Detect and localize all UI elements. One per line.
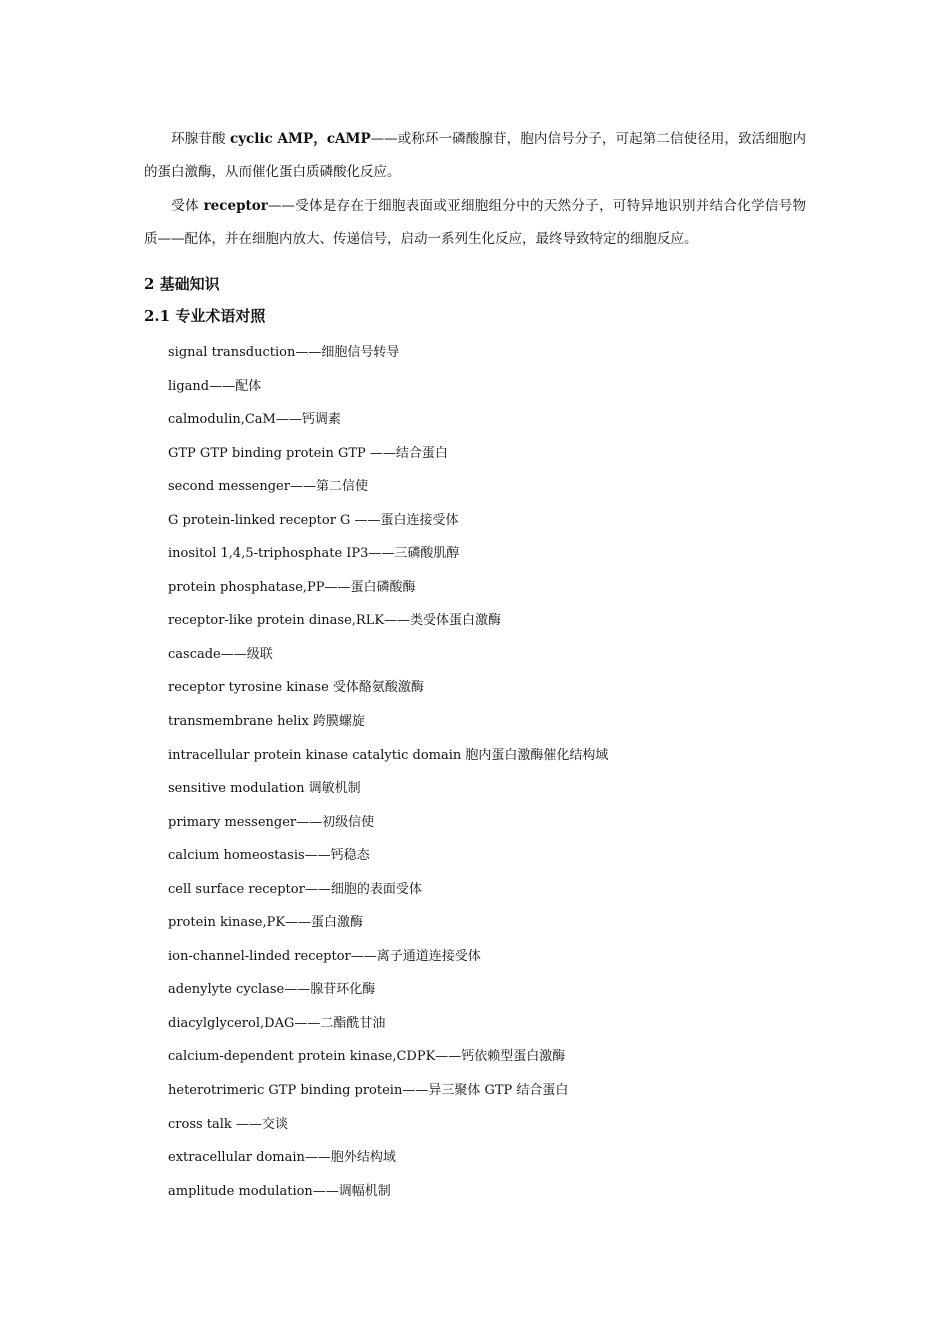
term-item: cross talk ——交谈 (168, 1116, 288, 1132)
term-item: diacylglycerol,DAG——二酯酰甘油 (168, 1015, 386, 1031)
term-list (168, 341, 608, 1213)
term-item: ion-channel-linded receptor——离子通道连接受体 (168, 948, 481, 964)
definition-term-cn: 环腺苷酸 (171, 131, 226, 147)
term-item: calcium-dependent protein kinase,CDPK——钙依赖型蛋白激酶 (168, 1049, 566, 1065)
section-title: 基础知识 (159, 275, 220, 293)
definition-text: ——或称环一磷酸腺苷，胞内信号分子，可起第二信使径用，致活细胞内的蛋白激酶，从而催化蛋白质磷酸化反应。 (144, 131, 806, 180)
definition-receptor (144, 190, 806, 256)
section-heading (144, 274, 220, 294)
term-item: primary messenger——初级信使 (168, 814, 375, 830)
definition-term-en: cyclic AMP，cAMP (229, 131, 371, 147)
term-item: transmembrane helix 跨膜螺旋 (168, 714, 365, 730)
term-item: ligand——配体 (168, 378, 262, 394)
term-item: cell surface receptor——细胞的表面受体 (168, 881, 422, 897)
definition-camp (144, 123, 806, 189)
section-number: 2 (144, 275, 155, 293)
term-item: protein phosphatase,PP——蛋白磷酸酶 (168, 579, 416, 595)
term-item: amplitude modulation——调幅机制 (168, 1183, 391, 1199)
term-item: adenylyte cyclase——腺苷环化酶 (168, 982, 376, 998)
term-item: intracellular protein kinase catalytic domain 胞内蛋白激酶催化结构域 (168, 747, 609, 763)
term-item: G protein-linked receptor G ——蛋白连接受体 (168, 512, 459, 528)
term-item: GTP GTP binding protein GTP ——结合蛋白 (168, 445, 448, 461)
subsection-title: 专业术语对照 (175, 307, 266, 325)
definition-text: ——受体是存在于细胞表面或亚细胞组分中的天然分子，可特异地识别并结合化学信号物质——配体，并在细胞内放大、传递信号，启动一系列生化反应，最终导致特定的细胞反应。 (144, 198, 807, 247)
term-item: calcium homeostasis——钙稳态 (168, 848, 370, 864)
term-item: heterotrimeric GTP binding protein——异三聚体 GTP 结合蛋白 (168, 1083, 569, 1099)
term-item: cascade——级联 (168, 646, 273, 662)
subsection-heading (144, 306, 265, 326)
definition-term-cn: 受体 (171, 198, 199, 214)
term-item: calmodulin,CaM——钙调素 (168, 412, 341, 428)
term-item: inositol 1,4,5-triphosphate IP3——三磷酸肌醇 (168, 546, 460, 562)
term-item: second messenger——第二信使 (168, 479, 368, 495)
term-item: protein kinase,PK——蛋白激酶 (168, 915, 364, 931)
subsection-number: 2.1 (144, 307, 171, 325)
term-item: receptor tyrosine kinase 受体酪氨酸激酶 (168, 680, 424, 696)
term-item: extracellular domain——胞外结构域 (168, 1150, 396, 1166)
term-item: receptor-like protein dinase,RLK——类受体蛋白激酶 (168, 613, 502, 629)
definition-term-en: receptor (203, 198, 268, 214)
term-item: signal transduction——细胞信号转导 (168, 345, 400, 360)
term-item: sensitive modulation 调敏机制 (168, 781, 361, 797)
